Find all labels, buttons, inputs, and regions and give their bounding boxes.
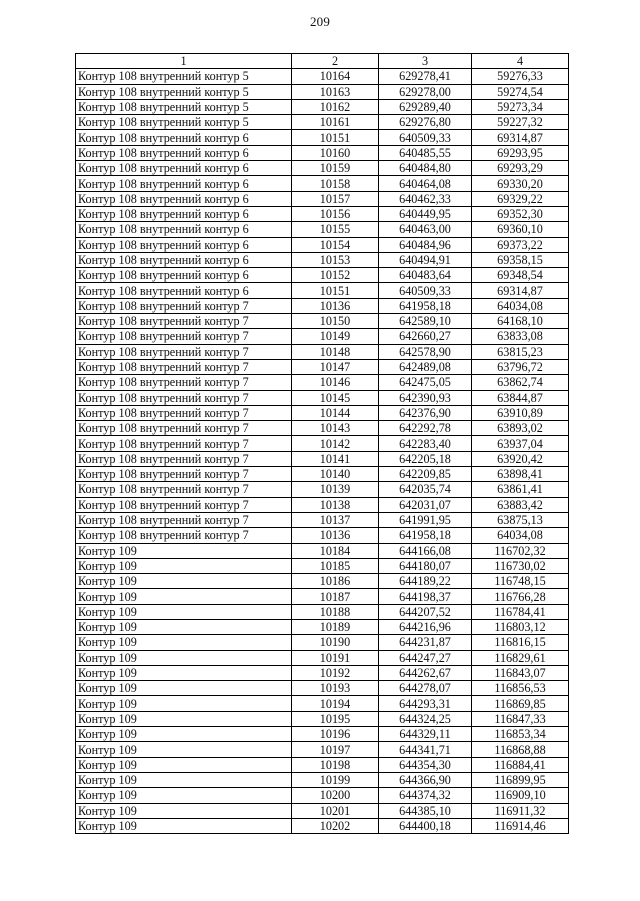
contour-name-cell: Контур 108 внутренний контур 5: [76, 99, 292, 114]
x-coordinate-cell: 640483,64: [379, 268, 472, 283]
contour-name-cell: Контур 108 внутренний контур 7: [76, 528, 292, 543]
point-number-cell: 10197: [292, 742, 379, 757]
point-number-cell: 10186: [292, 574, 379, 589]
contour-name-cell: Контур 108 внутренний контур 6: [76, 130, 292, 145]
x-coordinate-cell: 644166,08: [379, 543, 472, 558]
point-number-cell: 10149: [292, 329, 379, 344]
point-number-cell: 10198: [292, 757, 379, 772]
point-number-cell: 10151: [292, 130, 379, 145]
point-number-cell: 10184: [292, 543, 379, 558]
table-row: [76, 237, 569, 252]
y-coordinate-cell: 69329,22: [472, 191, 569, 206]
y-coordinate-cell: 69330,20: [472, 176, 569, 191]
coordinates-table: [75, 53, 569, 834]
x-coordinate-cell: 642578,90: [379, 344, 472, 359]
y-coordinate-cell: 69348,54: [472, 268, 569, 283]
y-coordinate-cell: 116911,32: [472, 803, 569, 818]
table-row: [76, 589, 569, 604]
x-coordinate-cell: 640449,95: [379, 206, 472, 221]
y-coordinate-cell: 116853,34: [472, 727, 569, 742]
contour-name-cell: Контур 108 внутренний контур 6: [76, 283, 292, 298]
y-coordinate-cell: 63861,41: [472, 482, 569, 497]
x-coordinate-cell: 641958,18: [379, 298, 472, 313]
point-number-cell: 10145: [292, 390, 379, 405]
y-coordinate-cell: 64034,08: [472, 528, 569, 543]
point-number-cell: 10193: [292, 681, 379, 696]
contour-name-cell: Контур 109: [76, 543, 292, 558]
table-row: [76, 543, 569, 558]
x-coordinate-cell: 644341,71: [379, 742, 472, 757]
point-number-cell: 10141: [292, 451, 379, 466]
x-coordinate-cell: 629278,41: [379, 69, 472, 84]
contour-name-cell: Контур 108 внутренний контур 6: [76, 206, 292, 221]
point-number-cell: 10140: [292, 467, 379, 482]
y-coordinate-cell: 63796,72: [472, 359, 569, 374]
table-row: [76, 283, 569, 298]
point-number-cell: 10154: [292, 237, 379, 252]
contour-name-cell: Контур 108 внутренний контур 6: [76, 237, 292, 252]
y-coordinate-cell: 63833,08: [472, 329, 569, 344]
x-coordinate-cell: 640464,08: [379, 176, 472, 191]
point-number-cell: 10147: [292, 359, 379, 374]
table-row: [76, 467, 569, 482]
x-coordinate-cell: 644374,32: [379, 788, 472, 803]
x-coordinate-cell: 642209,85: [379, 467, 472, 482]
table-row: [76, 161, 569, 176]
y-coordinate-cell: 63875,13: [472, 512, 569, 527]
table-row: [76, 772, 569, 787]
y-coordinate-cell: 63937,04: [472, 436, 569, 451]
contour-name-cell: Контур 109: [76, 650, 292, 665]
x-coordinate-cell: 641991,95: [379, 512, 472, 527]
contour-name-cell: Контур 108 внутренний контур 7: [76, 482, 292, 497]
table-row: [76, 803, 569, 818]
contour-name-cell: Контур 109: [76, 574, 292, 589]
x-coordinate-cell: 644198,37: [379, 589, 472, 604]
contour-name-cell: Контур 108 внутренний контур 5: [76, 84, 292, 99]
y-coordinate-cell: 64034,08: [472, 298, 569, 313]
x-coordinate-cell: 644324,25: [379, 711, 472, 726]
table-row: [76, 99, 569, 114]
table-row: [76, 268, 569, 283]
point-number-cell: 10138: [292, 497, 379, 512]
y-coordinate-cell: 63898,41: [472, 467, 569, 482]
x-coordinate-cell: 644189,22: [379, 574, 472, 589]
y-coordinate-cell: 116856,53: [472, 681, 569, 696]
table-row: [76, 665, 569, 680]
table-row: [76, 252, 569, 267]
point-number-cell: 10192: [292, 665, 379, 680]
point-number-cell: 10201: [292, 803, 379, 818]
point-number-cell: 10139: [292, 482, 379, 497]
table-row: [76, 528, 569, 543]
contour-name-cell: Контур 108 внутренний контур 6: [76, 268, 292, 283]
y-coordinate-cell: 116803,12: [472, 619, 569, 634]
y-coordinate-cell: 63844,87: [472, 390, 569, 405]
x-coordinate-cell: 642035,74: [379, 482, 472, 497]
y-coordinate-cell: 63893,02: [472, 421, 569, 436]
x-coordinate-cell: 644293,31: [379, 696, 472, 711]
contour-name-cell: Контур 109: [76, 711, 292, 726]
x-coordinate-cell: 644354,30: [379, 757, 472, 772]
y-coordinate-cell: 116909,10: [472, 788, 569, 803]
y-coordinate-cell: 116784,41: [472, 604, 569, 619]
y-coordinate-cell: 59273,34: [472, 99, 569, 114]
contour-name-cell: Контур 108 внутренний контур 7: [76, 405, 292, 420]
y-coordinate-cell: 116829,61: [472, 650, 569, 665]
contour-name-cell: Контур 108 внутренний контур 7: [76, 512, 292, 527]
contour-name-cell: Контур 108 внутренний контур 6: [76, 191, 292, 206]
y-coordinate-cell: 116702,32: [472, 543, 569, 558]
x-coordinate-cell: 644216,96: [379, 619, 472, 634]
y-coordinate-cell: 116816,15: [472, 635, 569, 650]
y-coordinate-cell: 69314,87: [472, 283, 569, 298]
y-coordinate-cell: 116766,28: [472, 589, 569, 604]
point-number-cell: 10191: [292, 650, 379, 665]
x-coordinate-cell: 644385,10: [379, 803, 472, 818]
table-row: [76, 604, 569, 619]
x-coordinate-cell: 642489,08: [379, 359, 472, 374]
table-row: [76, 497, 569, 512]
table-row: [76, 145, 569, 160]
table-row: [76, 451, 569, 466]
x-coordinate-cell: 629278,00: [379, 84, 472, 99]
table-row: [76, 512, 569, 527]
contour-name-cell: Контур 109: [76, 665, 292, 680]
point-number-cell: 10150: [292, 314, 379, 329]
table-row: [76, 788, 569, 803]
contour-name-cell: Контур 108 внутренний контур 6: [76, 176, 292, 191]
contour-name-cell: Контур 108 внутренний контур 7: [76, 344, 292, 359]
table-row: [76, 375, 569, 390]
point-number-cell: 10195: [292, 711, 379, 726]
y-coordinate-cell: 69293,29: [472, 161, 569, 176]
point-number-cell: 10185: [292, 558, 379, 573]
page-number: 209: [309, 14, 331, 29]
x-coordinate-cell: 644329,11: [379, 727, 472, 742]
point-number-cell: 10187: [292, 589, 379, 604]
contour-name-cell: Контур 109: [76, 681, 292, 696]
table-row: [76, 696, 569, 711]
x-coordinate-cell: 640463,00: [379, 222, 472, 237]
y-coordinate-cell: 116748,15: [472, 574, 569, 589]
table-row: [76, 329, 569, 344]
contour-name-cell: Контур 108 внутренний контур 7: [76, 329, 292, 344]
contour-name-cell: Контур 109: [76, 742, 292, 757]
x-coordinate-cell: 640484,96: [379, 237, 472, 252]
column-header-3: 3: [379, 54, 472, 69]
y-coordinate-cell: 59274,54: [472, 84, 569, 99]
x-coordinate-cell: 644247,27: [379, 650, 472, 665]
x-coordinate-cell: 640485,55: [379, 145, 472, 160]
column-header-4: 4: [472, 54, 569, 69]
x-coordinate-cell: 644231,87: [379, 635, 472, 650]
point-number-cell: 10162: [292, 99, 379, 114]
y-coordinate-cell: 69314,87: [472, 130, 569, 145]
table-row: [76, 421, 569, 436]
y-coordinate-cell: 69358,15: [472, 252, 569, 267]
table-header-row: [76, 54, 569, 69]
table-row: [76, 344, 569, 359]
table-row: [76, 436, 569, 451]
contour-name-cell: Контур 108 внутренний контур 6: [76, 222, 292, 237]
table-row: [76, 757, 569, 772]
point-number-cell: 10151: [292, 283, 379, 298]
table-row: [76, 69, 569, 84]
point-number-cell: 10196: [292, 727, 379, 742]
table-row: [76, 711, 569, 726]
contour-name-cell: Контур 108 внутренний контур 7: [76, 375, 292, 390]
contour-name-cell: Контур 108 внутренний контур 6: [76, 161, 292, 176]
contour-name-cell: Контур 109: [76, 772, 292, 787]
contour-name-cell: Контур 108 внутренний контур 7: [76, 314, 292, 329]
point-number-cell: 10189: [292, 619, 379, 634]
table-row: [76, 130, 569, 145]
table-row: [76, 482, 569, 497]
table-row: [76, 727, 569, 742]
table-row: [76, 405, 569, 420]
table-row: [76, 115, 569, 130]
contour-name-cell: Контур 108 внутренний контур 5: [76, 69, 292, 84]
table-body: [76, 69, 569, 834]
contour-name-cell: Контур 109: [76, 589, 292, 604]
x-coordinate-cell: 629276,80: [379, 115, 472, 130]
contour-name-cell: Контур 108 внутренний контур 7: [76, 497, 292, 512]
x-coordinate-cell: 644262,67: [379, 665, 472, 680]
table-row: [76, 298, 569, 313]
x-coordinate-cell: 642205,18: [379, 451, 472, 466]
point-number-cell: 10190: [292, 635, 379, 650]
y-coordinate-cell: 116869,85: [472, 696, 569, 711]
table-row: [76, 191, 569, 206]
point-number-cell: 10153: [292, 252, 379, 267]
table-row: [76, 314, 569, 329]
table-row: [76, 742, 569, 757]
point-number-cell: 10160: [292, 145, 379, 160]
table-row: [76, 558, 569, 573]
contour-name-cell: Контур 108 внутренний контур 7: [76, 359, 292, 374]
contour-name-cell: Контур 109: [76, 757, 292, 772]
x-coordinate-cell: 642589,10: [379, 314, 472, 329]
x-coordinate-cell: 644207,52: [379, 604, 472, 619]
point-number-cell: 10146: [292, 375, 379, 390]
contour-name-cell: Контур 109: [76, 619, 292, 634]
contour-name-cell: Контур 109: [76, 803, 292, 818]
y-coordinate-cell: 69373,22: [472, 237, 569, 252]
x-coordinate-cell: 642660,27: [379, 329, 472, 344]
y-coordinate-cell: 63920,42: [472, 451, 569, 466]
contour-name-cell: Контур 108 внутренний контур 7: [76, 421, 292, 436]
point-number-cell: 10200: [292, 788, 379, 803]
x-coordinate-cell: 641958,18: [379, 528, 472, 543]
point-number-cell: 10163: [292, 84, 379, 99]
point-number-cell: 10143: [292, 421, 379, 436]
point-number-cell: 10161: [292, 115, 379, 130]
contour-name-cell: Контур 108 внутренний контур 7: [76, 467, 292, 482]
y-coordinate-cell: 116899,95: [472, 772, 569, 787]
y-coordinate-cell: 116884,41: [472, 757, 569, 772]
point-number-cell: 10157: [292, 191, 379, 206]
x-coordinate-cell: 640494,91: [379, 252, 472, 267]
table-row: [76, 818, 569, 833]
y-coordinate-cell: 63815,23: [472, 344, 569, 359]
y-coordinate-cell: 63883,42: [472, 497, 569, 512]
column-header-2: 2: [292, 54, 379, 69]
contour-name-cell: Контур 108 внутренний контур 7: [76, 298, 292, 313]
point-number-cell: 10194: [292, 696, 379, 711]
point-number-cell: 10156: [292, 206, 379, 221]
contour-name-cell: Контур 109: [76, 727, 292, 742]
point-number-cell: 10137: [292, 512, 379, 527]
contour-name-cell: Контур 108 внутренний контур 6: [76, 252, 292, 267]
x-coordinate-cell: 642283,40: [379, 436, 472, 451]
point-number-cell: 10136: [292, 298, 379, 313]
y-coordinate-cell: 116847,33: [472, 711, 569, 726]
y-coordinate-cell: 116868,88: [472, 742, 569, 757]
contour-name-cell: Контур 108 внутренний контур 7: [76, 451, 292, 466]
contour-name-cell: Контур 109: [76, 788, 292, 803]
y-coordinate-cell: 63910,89: [472, 405, 569, 420]
point-number-cell: 10199: [292, 772, 379, 787]
table-row: [76, 574, 569, 589]
table-row: [76, 650, 569, 665]
y-coordinate-cell: 69352,30: [472, 206, 569, 221]
point-number-cell: 10142: [292, 436, 379, 451]
y-coordinate-cell: 69293,95: [472, 145, 569, 160]
x-coordinate-cell: 642292,78: [379, 421, 472, 436]
y-coordinate-cell: 63862,74: [472, 375, 569, 390]
point-number-cell: 10148: [292, 344, 379, 359]
y-coordinate-cell: 116914,46: [472, 818, 569, 833]
contour-name-cell: Контур 108 внутренний контур 7: [76, 436, 292, 451]
point-number-cell: 10155: [292, 222, 379, 237]
x-coordinate-cell: 640509,33: [379, 283, 472, 298]
point-number-cell: 10159: [292, 161, 379, 176]
contour-name-cell: Контур 108 внутренний контур 7: [76, 390, 292, 405]
y-coordinate-cell: 59276,33: [472, 69, 569, 84]
x-coordinate-cell: 629289,40: [379, 99, 472, 114]
point-number-cell: 10152: [292, 268, 379, 283]
x-coordinate-cell: 642376,90: [379, 405, 472, 420]
x-coordinate-cell: 640462,33: [379, 191, 472, 206]
x-coordinate-cell: 642390,93: [379, 390, 472, 405]
x-coordinate-cell: 642031,07: [379, 497, 472, 512]
x-coordinate-cell: 644278,07: [379, 681, 472, 696]
point-number-cell: 10164: [292, 69, 379, 84]
y-coordinate-cell: 116843,07: [472, 665, 569, 680]
contour-name-cell: Контур 108 внутренний контур 6: [76, 145, 292, 160]
y-coordinate-cell: 69360,10: [472, 222, 569, 237]
contour-name-cell: Контур 109: [76, 635, 292, 650]
y-coordinate-cell: 59227,32: [472, 115, 569, 130]
x-coordinate-cell: 644180,07: [379, 558, 472, 573]
point-number-cell: 10144: [292, 405, 379, 420]
table-row: [76, 222, 569, 237]
x-coordinate-cell: 644400,18: [379, 818, 472, 833]
point-number-cell: 10202: [292, 818, 379, 833]
x-coordinate-cell: 642475,05: [379, 375, 472, 390]
table-row: [76, 619, 569, 634]
table-row: [76, 635, 569, 650]
x-coordinate-cell: 640509,33: [379, 130, 472, 145]
y-coordinate-cell: 116730,02: [472, 558, 569, 573]
point-number-cell: 10158: [292, 176, 379, 191]
table-row: [76, 359, 569, 374]
x-coordinate-cell: 644366,90: [379, 772, 472, 787]
table-row: [76, 176, 569, 191]
y-coordinate-cell: 64168,10: [472, 314, 569, 329]
x-coordinate-cell: 640484,80: [379, 161, 472, 176]
table-row: [76, 206, 569, 221]
table-row: [76, 84, 569, 99]
table-row: [76, 681, 569, 696]
point-number-cell: 10188: [292, 604, 379, 619]
table-row: [76, 390, 569, 405]
contour-name-cell: Контур 109: [76, 558, 292, 573]
contour-name-cell: Контур 109: [76, 818, 292, 833]
contour-name-cell: Контур 108 внутренний контур 5: [76, 115, 292, 130]
point-number-cell: 10136: [292, 528, 379, 543]
column-header-1: 1: [76, 54, 292, 69]
contour-name-cell: Контур 109: [76, 696, 292, 711]
contour-name-cell: Контур 109: [76, 604, 292, 619]
